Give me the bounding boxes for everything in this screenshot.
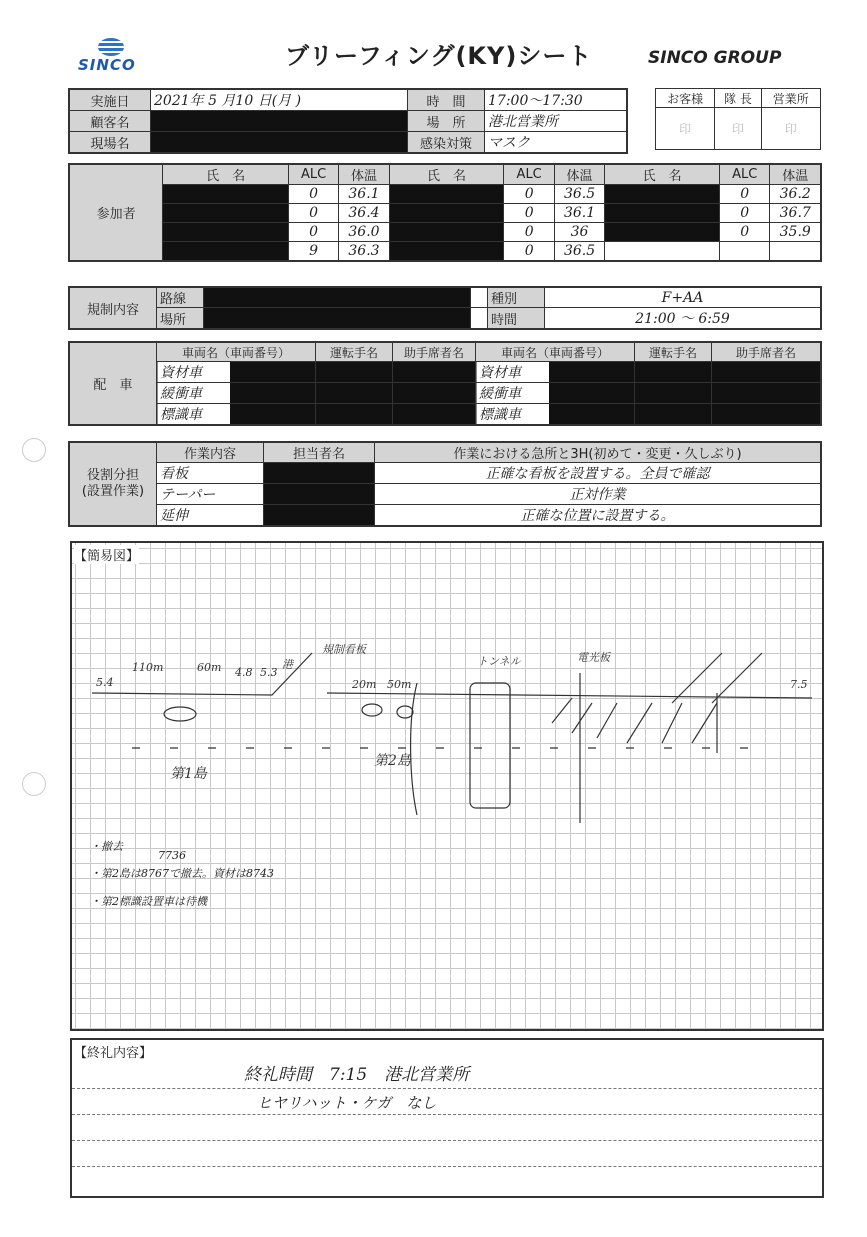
driver-header: 運転手名	[635, 342, 712, 362]
assistant-redacted	[393, 362, 476, 383]
vehicle-right-2: 緩衝車	[479, 386, 521, 402]
infection-label: 感染対策	[408, 132, 485, 154]
assistant-header: 助手席者名	[393, 342, 476, 362]
closing-section	[70, 1038, 824, 1198]
driver-redacted	[316, 362, 393, 383]
sinco-logo	[78, 38, 148, 76]
stamp-mark: 印	[715, 108, 761, 150]
driver-header: 運転手名	[316, 342, 393, 362]
participant-name-redacted	[163, 185, 289, 204]
participants-label: 参加者	[69, 164, 163, 261]
infection-value: マスク	[485, 132, 628, 154]
closing-time-line: 終礼時間 7:15 港北営業所	[244, 1065, 470, 1085]
participant-name-redacted	[389, 223, 504, 242]
assistant-redacted	[393, 383, 476, 404]
temp-value: 36.5	[554, 242, 604, 262]
vehicle-right-3: 標識車	[479, 407, 521, 423]
spacer	[471, 287, 488, 308]
temp-value: 36.5	[554, 185, 604, 204]
name-header: 氏 名	[389, 164, 504, 185]
alc-value: 0	[288, 185, 338, 204]
hatch-lines	[552, 698, 717, 743]
road-edge-line	[92, 653, 312, 695]
distance-label: 5.4	[96, 676, 114, 689]
participant-name-redacted	[163, 242, 289, 262]
temp-header: 体温	[554, 164, 604, 185]
near-miss-line: ヒヤリハット・ケガ なし	[257, 1094, 437, 1112]
time-label: 時 間	[408, 89, 485, 111]
alc-value	[720, 242, 770, 262]
participant-name-redacted	[389, 204, 504, 223]
participant-name-redacted	[605, 185, 720, 204]
stamp-mark: 印	[761, 108, 820, 150]
logo-text: SINCO	[78, 56, 136, 74]
vehicle-name-header: 車両名（車両番号）	[157, 342, 316, 362]
stamp-header-office: 営業所	[761, 89, 820, 108]
type-value: F+AA	[545, 287, 822, 308]
distance-label: 7.5	[790, 678, 808, 691]
temp-value: 36.1	[554, 204, 604, 223]
stamp-header-customer: お客様	[656, 89, 715, 108]
name-header: 氏 名	[605, 164, 720, 185]
vehicle-name-header: 車両名（車両番号）	[476, 342, 635, 362]
distance-label: 110m	[132, 661, 164, 674]
client-label: 顧客名	[69, 111, 151, 132]
roles-label: 役割分担 (設置作業)	[69, 442, 157, 526]
info-table	[68, 88, 628, 154]
participants-table	[68, 163, 822, 262]
task-header: 作業内容	[157, 442, 264, 463]
participant-name-redacted	[605, 204, 720, 223]
distance-label: 20m	[352, 678, 377, 691]
tunnel-block	[470, 683, 510, 808]
driver-redacted	[635, 404, 712, 426]
alc-header: ALC	[720, 164, 770, 185]
ruled-line	[72, 1114, 822, 1115]
reg-place-redacted	[204, 308, 471, 330]
reg-time-label: 時間	[488, 308, 545, 330]
temp-value: 36.1	[339, 185, 389, 204]
alc-value: 0	[504, 204, 554, 223]
vehicle-right-1: 資材車	[479, 365, 521, 381]
alc-value: 0	[720, 223, 770, 242]
road-sketch	[72, 543, 822, 1029]
alc-value: 0	[504, 185, 554, 204]
temp-value: 36.7	[770, 204, 821, 223]
island-label: 第2島	[374, 753, 411, 769]
client-redacted	[151, 111, 408, 132]
participant-name-redacted	[389, 185, 504, 204]
reg-place-label: 場所	[157, 308, 204, 330]
temp-header: 体温	[770, 164, 821, 185]
task-value: 延伸	[157, 505, 264, 527]
place-label: 場 所	[408, 111, 485, 132]
sketch-note: ・第2島は8767で撤去。資材は8743	[90, 867, 274, 880]
sketch-note: 7736	[158, 849, 186, 862]
vehicles-table	[68, 341, 822, 426]
annotation-label: 電光板	[577, 651, 610, 664]
participant-name-redacted	[163, 223, 289, 242]
alc-value: 0	[288, 223, 338, 242]
sketch-label: 【簡易図】	[74, 545, 139, 564]
assistant-redacted	[712, 383, 822, 404]
temp-value: 36.2	[770, 185, 821, 204]
reg-time-value: 21:00 〜 6:59	[545, 308, 822, 330]
temp-value	[770, 242, 821, 262]
assistant-header: 助手席者名	[712, 342, 822, 362]
annotation-label: トンネル	[477, 655, 521, 668]
ruled-line	[72, 1140, 822, 1141]
temp-value: 36.0	[339, 223, 389, 242]
assistant-redacted	[393, 404, 476, 426]
logo-globe-icon	[98, 38, 124, 56]
date-label: 実施日	[69, 89, 151, 111]
driver-redacted	[635, 362, 712, 383]
site-redacted	[151, 132, 408, 154]
regulation-table	[68, 286, 822, 330]
alc-value: 0	[720, 204, 770, 223]
time-value: 17:00〜17:30	[485, 89, 628, 111]
driver-redacted	[316, 383, 393, 404]
island-label: 第1島	[170, 766, 207, 782]
punch-hole	[22, 438, 46, 462]
place-value: 港北営業所	[485, 111, 628, 132]
sketch-note: ・第2標識設置車は待機	[90, 895, 207, 908]
assignee-redacted	[264, 505, 375, 527]
page-title: ブリーフィング(KY)シート	[285, 42, 593, 70]
driver-redacted	[635, 383, 712, 404]
temp-value: 35.9	[770, 223, 821, 242]
vehicle-left-1: 資材車	[160, 365, 202, 381]
alc-header: ALC	[288, 164, 338, 185]
key-point-value: 正対作業	[375, 484, 822, 505]
annotation-label: 港	[282, 658, 293, 671]
key-point-value: 正確な看板を設置する。全員で確認	[375, 463, 822, 484]
key-point-header: 作業における急所と3H(初めて・変更・久しぶり)	[375, 442, 822, 463]
assignee-redacted	[264, 463, 375, 484]
distance-label: 4.8	[235, 666, 253, 679]
spacer	[471, 308, 488, 330]
sketch-area	[70, 541, 824, 1031]
participant-name-empty	[605, 242, 720, 262]
temp-value: 36.3	[339, 242, 389, 262]
group-name: SINCO GROUP	[648, 48, 782, 68]
site-label: 現場名	[69, 132, 151, 154]
cone-marker	[397, 706, 413, 718]
route-redacted	[204, 287, 471, 308]
roles-table	[68, 441, 822, 527]
driver-redacted	[316, 404, 393, 426]
temp-header: 体温	[339, 164, 389, 185]
ruled-line	[72, 1088, 822, 1089]
participant-name-redacted	[163, 204, 289, 223]
participant-name-redacted	[605, 223, 720, 242]
assignee-redacted	[264, 484, 375, 505]
vehicle-left-2: 緩衝車	[160, 386, 202, 402]
road-edge-line	[327, 693, 812, 698]
alc-value: 0	[288, 204, 338, 223]
stamp-header-leader: 隊 長	[715, 89, 761, 108]
route-label: 路線	[157, 287, 204, 308]
assignee-header: 担当者名	[264, 442, 375, 463]
type-label: 種別	[488, 287, 545, 308]
vehicle-left-3: 標識車	[160, 407, 202, 423]
distance-label: 5.3	[260, 666, 278, 679]
distance-label: 60m	[197, 661, 222, 674]
temp-value: 36.4	[339, 204, 389, 223]
key-point-value: 正確な位置に設置する。	[375, 505, 822, 527]
sketch-note: ・撤去	[90, 840, 123, 853]
vehicles-label: 配 車	[69, 342, 157, 425]
participant-name-redacted	[389, 242, 504, 262]
stamp-table	[655, 88, 821, 150]
assistant-redacted	[712, 404, 822, 426]
ruled-line	[72, 1166, 822, 1167]
alc-value: 0	[504, 242, 554, 262]
cone-marker	[164, 707, 196, 721]
name-header: 氏 名	[163, 164, 289, 185]
alc-header: ALC	[504, 164, 554, 185]
stamp-mark: 印	[656, 108, 715, 150]
cone-marker	[362, 704, 382, 716]
annotation-label: 規制看板	[322, 643, 366, 656]
alc-value: 0	[720, 185, 770, 204]
punch-hole	[22, 772, 46, 796]
regulation-label: 規制内容	[69, 287, 157, 329]
alc-value: 0	[504, 223, 554, 242]
task-value: テーパー	[157, 484, 264, 505]
date-value: 2021年 5 月10 日(月 )	[151, 89, 408, 111]
closing-label: 【終礼内容】	[74, 1046, 153, 1061]
assistant-redacted	[712, 362, 822, 383]
task-value: 看板	[157, 463, 264, 484]
distance-label: 50m	[387, 678, 412, 691]
tunnel-wall	[411, 683, 417, 815]
temp-value: 36	[554, 223, 604, 242]
alc-value: 9	[288, 242, 338, 262]
